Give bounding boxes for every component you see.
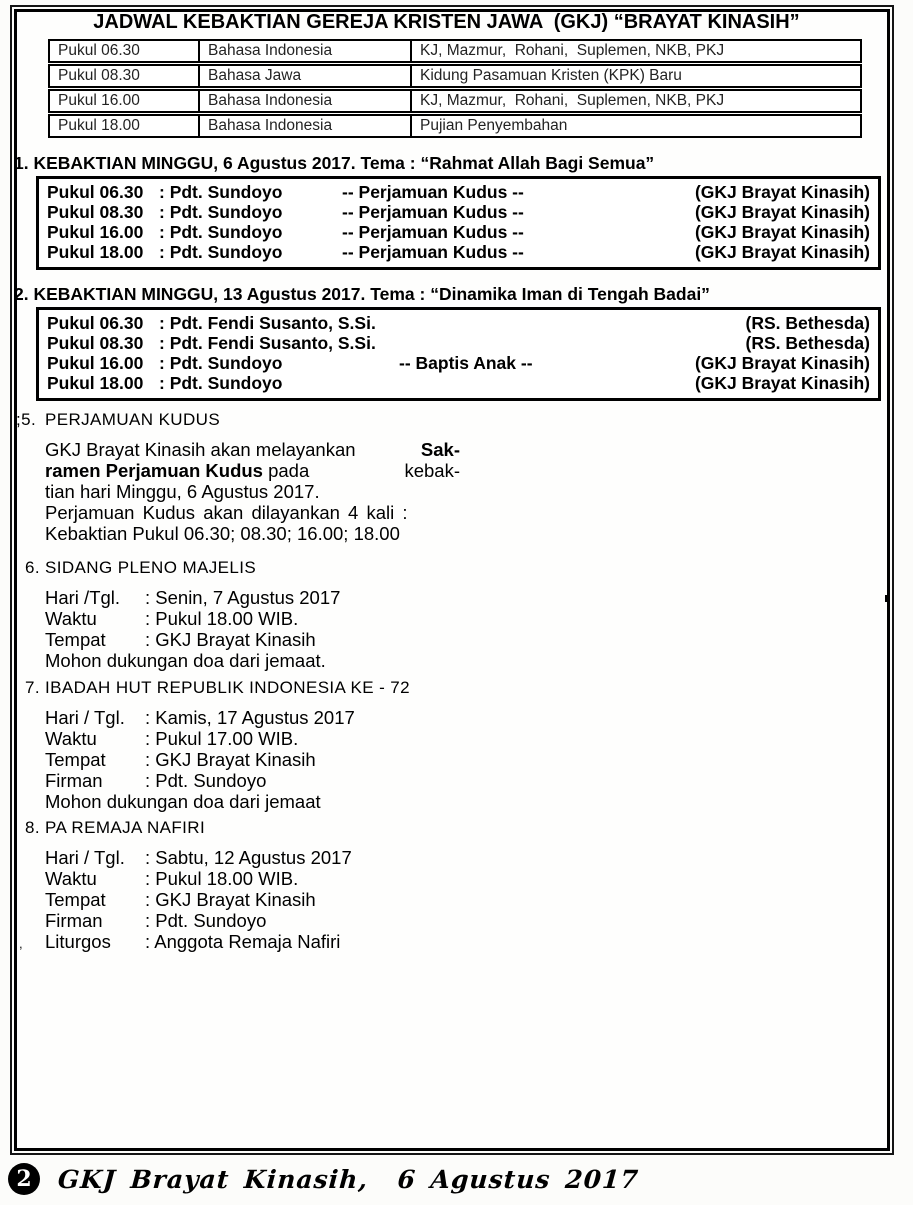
announcement-body — [45, 838, 460, 952]
detail-label: Hari / Tgl. — [45, 847, 125, 868]
announcement-body — [45, 430, 460, 544]
detail-value: : Anggota Remaja Nafiri — [145, 931, 341, 952]
detail-label: Hari / Tgl. — [45, 707, 125, 728]
service-time: Pukul 18.00 — [47, 373, 144, 393]
detail-value: : Pdt. Sundoyo — [145, 770, 267, 791]
service-note — [399, 373, 554, 393]
service-time: Pukul 06.30 — [47, 182, 144, 202]
detail-row — [45, 847, 460, 868]
body-line: Perjamuan Kudus akan dilayankan 4 kali : — [45, 502, 408, 523]
table-row — [48, 89, 862, 113]
table-cell-time: Pukul 06.30 — [50, 41, 200, 61]
service2-heading: 2. KEBAKTIAN MINGGU, 13 Agustus 2017. Tema : “Dinamika Iman di Tengah Badai” — [14, 284, 710, 304]
detail-row — [45, 629, 460, 650]
footer-church-date: GKJ Brayat Kinasih, 6 Agustus 2017 — [56, 1164, 640, 1194]
service-location: (GKJ Brayat Kinasih) — [694, 242, 870, 262]
body-line — [45, 460, 460, 481]
table-cell-language: Bahasa Indonesia — [200, 91, 412, 111]
detail-row — [45, 707, 460, 728]
announcement-heading — [25, 678, 460, 698]
table-cell-time: Pukul 16.00 — [50, 91, 200, 111]
service-row — [47, 353, 870, 373]
service-row — [47, 373, 870, 393]
announcement-perjamuan-kudus — [16, 410, 460, 544]
service-location: (RS. Bethesda) — [745, 313, 870, 333]
announcement-pa-remaja — [25, 818, 460, 952]
service-preacher: : Pdt. Sundoyo — [159, 222, 283, 242]
detail-label: Tempat — [45, 889, 106, 910]
detail-label: Tempat — [45, 629, 106, 650]
announcement-heading — [25, 818, 460, 838]
table-row — [48, 39, 862, 63]
detail-row — [45, 770, 460, 791]
page-number: 2 — [16, 1166, 32, 1192]
announcement-title: SIDANG PLENO MAJELIS — [45, 558, 257, 577]
detail-value: : Pukul 18.00 WIB. — [145, 608, 299, 629]
body-text: pada — [262, 460, 310, 481]
detail-row — [45, 931, 460, 952]
page-number-badge — [8, 1163, 40, 1195]
table-cell-songbooks: KJ, Mazmur, Rohani, Suplemen, NKB, PKJ — [420, 92, 725, 109]
detail-value: : Sabtu, 12 Agustus 2017 — [145, 847, 352, 868]
detail-row — [45, 587, 460, 608]
detail-value: : GKJ Brayat Kinasih — [145, 889, 316, 910]
service-time: Pukul 06.30 — [47, 313, 144, 333]
body-line: tian hari Minggu, 6 Agustus 2017. — [45, 481, 320, 502]
announcement-note: Mohon dukungan doa dari jemaat. — [45, 650, 326, 671]
service-note: -- Perjamuan Kudus -- — [342, 202, 524, 222]
service-time: Pukul 16.00 — [47, 353, 144, 373]
detail-value: : Pdt. Sundoyo — [145, 910, 267, 931]
body-line: Kebaktian Pukul 06.30; 08.30; 16.00; 18.00 — [45, 523, 400, 544]
detail-label: Firman — [45, 910, 103, 931]
service-location: (GKJ Brayat Kinasih) — [694, 373, 870, 393]
detail-label: Hari /Tgl. — [45, 587, 121, 608]
announcement-title: IBADAH HUT REPUBLIK INDONESIA KE - 72 — [45, 678, 410, 697]
service-preacher: : Pdt. Sundoyo — [159, 353, 283, 373]
detail-value: : Pukul 18.00 WIB. — [145, 868, 299, 889]
announcement-sidang-pleno — [25, 558, 460, 671]
detail-label: Waktu — [45, 868, 97, 889]
service-location: (GKJ Brayat Kinasih) — [694, 353, 870, 373]
service-preacher: : Pdt. Sundoyo — [159, 182, 283, 202]
scan-artifact-mark: , — [19, 936, 23, 951]
announcement-body — [45, 578, 460, 671]
service-location: (GKJ Brayat Kinasih) — [694, 222, 870, 242]
table-row — [48, 114, 862, 138]
detail-value: : Kamis, 17 Agustus 2017 — [145, 707, 355, 728]
table-row — [48, 64, 862, 88]
detail-value: : Senin, 7 Agustus 2017 — [145, 587, 341, 608]
announcement-heading — [25, 558, 460, 578]
service-preacher: : Pdt. Fendi Susanto, S.Si. — [159, 333, 376, 353]
service-time: Pukul 08.30 — [47, 202, 144, 222]
detail-label: Firman — [45, 770, 103, 791]
service-location: (RS. Bethesda) — [745, 333, 870, 353]
service-row — [47, 182, 870, 202]
body-text: GKJ Brayat Kinasih akan melayankan — [45, 439, 356, 460]
service-row — [47, 333, 870, 353]
table-cell-time: Pukul 18.00 — [50, 116, 200, 136]
body-text-bold: Sak- — [420, 439, 460, 460]
service-location: (GKJ Brayat Kinasih) — [694, 182, 870, 202]
announcement-note: Mohon dukungan doa dari jemaat — [45, 791, 321, 812]
detail-value: : Pukul 17.00 WIB. — [145, 728, 299, 749]
detail-value: : GKJ Brayat Kinasih — [145, 629, 316, 650]
detail-row — [45, 749, 460, 770]
detail-row — [45, 608, 460, 629]
announcement-heading — [16, 410, 460, 430]
table-cell-songbooks: Pujian Penyembahan — [420, 117, 568, 134]
service-note — [399, 333, 554, 353]
body-line — [45, 439, 460, 460]
service-preacher: : Pdt. Sundoyo — [159, 202, 283, 222]
detail-value: : GKJ Brayat Kinasih — [145, 749, 316, 770]
detail-row — [45, 728, 460, 749]
service-time: Pukul 16.00 — [47, 222, 144, 242]
service-row — [47, 222, 870, 242]
service-row — [47, 313, 870, 333]
table-cell-songbooks: Kidung Pasamuan Kristen (KPK) Baru — [420, 67, 682, 84]
table-cell-songbooks: KJ, Mazmur, Rohani, Suplemen, NKB, PKJ — [420, 42, 725, 59]
service-preacher: : Pdt. Fendi Susanto, S.Si. — [159, 313, 376, 333]
announcement-hut-ri — [25, 678, 460, 812]
service-time: Pukul 18.00 — [47, 242, 144, 262]
detail-label: Waktu — [45, 608, 97, 629]
page-footer — [8, 1159, 639, 1199]
announcement-number: 7. — [25, 678, 40, 697]
body-text — [45, 460, 309, 481]
service1-box — [36, 176, 881, 270]
announcement-title: PA REMAJA NAFIRI — [45, 818, 206, 837]
page-title: JADWAL KEBAKTIAN GEREJA KRISTEN JAWA (GKJ) “BRAYAT KINASIH” — [93, 11, 800, 33]
scan-artifact-blip — [885, 595, 890, 602]
announcement-number: 8. — [25, 818, 40, 837]
announcement-title: PERJAMUAN KUDUS — [45, 410, 221, 429]
detail-label: Waktu — [45, 728, 97, 749]
service-note: -- Perjamuan Kudus -- — [342, 222, 524, 242]
detail-row — [45, 910, 460, 931]
body-text-bold: ramen Perjamuan Kudus — [45, 460, 263, 481]
detail-label: Liturgos — [45, 931, 111, 952]
service-preacher: : Pdt. Sundoyo — [159, 373, 283, 393]
announcement-body — [45, 698, 460, 812]
table-cell-language: Bahasa Jawa — [200, 66, 412, 86]
table-cell-language: Bahasa Indonesia — [200, 41, 412, 61]
service-note — [399, 313, 554, 333]
service-location: (GKJ Brayat Kinasih) — [694, 202, 870, 222]
detail-row — [45, 868, 460, 889]
service-schedule-table — [48, 39, 862, 139]
detail-row — [45, 889, 460, 910]
service-note: -- Baptis Anak -- — [399, 353, 533, 373]
table-cell-time: Pukul 08.30 — [50, 66, 200, 86]
service-row — [47, 242, 870, 262]
table-cell-language: Bahasa Indonesia — [200, 116, 412, 136]
service-note: -- Perjamuan Kudus -- — [342, 242, 524, 262]
service-note: -- Perjamuan Kudus -- — [342, 182, 524, 202]
detail-label: Tempat — [45, 749, 106, 770]
service-preacher: : Pdt. Sundoyo — [159, 242, 283, 262]
service2-box — [36, 307, 881, 401]
service-row — [47, 202, 870, 222]
service-time: Pukul 08.30 — [47, 333, 144, 353]
announcement-number: 6. — [25, 558, 40, 577]
announcement-number: ;5. — [16, 410, 37, 429]
service1-heading: 1. KEBAKTIAN MINGGU, 6 Agustus 2017. Tema : “Rahmat Allah Bagi Semua” — [14, 153, 655, 173]
body-text: kebak- — [404, 460, 460, 481]
